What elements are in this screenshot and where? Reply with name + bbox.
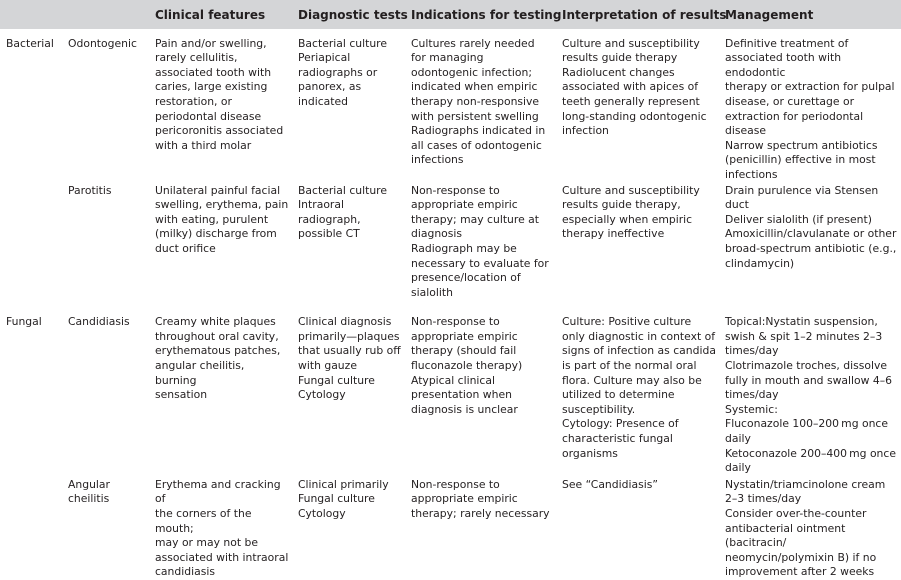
table-row-parotitis — [0, 183, 901, 301]
cell-line: periodontal disease — [155, 109, 262, 123]
cell-line: Fluconazole 100–200 mg once — [725, 417, 889, 431]
header-row — [0, 0, 901, 29]
cell-line: Creamy white plaques — [155, 315, 276, 329]
cell-clinical — [149, 183, 292, 301]
cell-line: Culture and susceptibility — [562, 36, 700, 50]
cell-line: (milky) discharge from — [155, 227, 277, 241]
cell-line: therapy; may culture at — [411, 212, 540, 226]
cell-interpretation — [556, 300, 719, 476]
cell-line: Culture and susceptibility — [562, 183, 700, 197]
cell-line: associated tooth with endodontic — [725, 51, 842, 79]
cell-line: associated tooth with — [155, 65, 272, 79]
cell-indications — [405, 476, 556, 580]
cell-line: erythematous patches, — [155, 344, 281, 358]
cell-line: panorex, as — [298, 80, 362, 94]
cell-line: radiographs or — [298, 65, 378, 79]
cell-management — [719, 300, 901, 476]
group-label-bacterial: Bacterial — [6, 36, 54, 50]
cell-line: duct orifice — [155, 241, 216, 255]
cell-line: Amoxicillin/clavulanate or other — [725, 227, 897, 241]
cell-line: associated with apices of — [562, 80, 699, 94]
cell-line: therapy non-responsive — [411, 94, 540, 108]
header-management: Management — [725, 8, 814, 22]
cell-line: therapy ineffective — [562, 227, 665, 241]
cell-line: fully in mouth and swallow 4–6 — [725, 373, 893, 387]
cell-line: that usually rub off — [298, 344, 401, 358]
cell-line: only diagnostic in context of — [562, 329, 716, 343]
cell-line: Non-response to — [411, 315, 500, 329]
cell-line: 2–3 times/day — [725, 492, 802, 506]
cell-line: odontogenic infection; — [411, 65, 532, 79]
cell-tests — [292, 476, 405, 580]
table-row-odontogenic — [0, 29, 901, 183]
cell-line: presentation when — [411, 388, 512, 402]
cell-line: extraction for periodontal — [725, 109, 864, 123]
cell-line: for managing — [411, 51, 484, 65]
cell-line: characteristic fungal — [562, 432, 673, 446]
table-row-angular-cheilitis — [0, 476, 901, 580]
table-row-candidiasis — [0, 300, 901, 476]
cell-management — [719, 29, 901, 183]
cell-line: rarely cellulitis, — [155, 51, 238, 65]
cell-line: Fungal culture — [298, 373, 375, 387]
cell-line: disease, or curettage or — [725, 94, 855, 108]
cell-line: broad-spectrum antibiotic (e.g., — [725, 241, 897, 255]
cell-line: Ketoconazole 200–400 mg once — [725, 446, 896, 460]
cell-interpretation — [556, 183, 719, 301]
cell-line: radiograph, — [298, 212, 361, 226]
cell-line: Drain purulence via Stensen duct — [725, 183, 879, 212]
condition-angular-cheilitis — [62, 476, 149, 580]
cell-line: Consider over-the-counter — [725, 507, 867, 520]
cell-line: (penicillin) effective in most — [725, 153, 876, 167]
cell-line: Intraoral — [298, 198, 344, 212]
cell-line: organisms — [562, 446, 618, 460]
cell-line: Clotrimazole troches, dissolve — [725, 359, 887, 373]
cell-line: Unilateral painful facial — [155, 183, 281, 197]
cell-line: swelling, erythema, pain — [155, 198, 289, 212]
cell-tests — [292, 300, 405, 476]
cell-line: Atypical clinical — [411, 373, 495, 387]
cell-line: with persistent swelling — [411, 109, 539, 123]
cell-line: teeth generally represent — [562, 94, 700, 108]
cell-clinical — [149, 476, 292, 580]
cell-line: may or may not be — [155, 536, 258, 550]
cell-indications — [405, 183, 556, 301]
cell-line: therapy; rarely necessary — [411, 507, 550, 520]
condition-parotitis: Parotitis — [68, 183, 112, 197]
cell-line: appropriate empiric — [411, 492, 518, 506]
cell-line: daily — [725, 432, 751, 446]
header-indications: Indications for testing — [411, 8, 562, 22]
cell-line: pericoronitis associated — [155, 124, 284, 138]
cell-interpretation — [556, 476, 719, 580]
cell-line: Radiograph may be — [411, 241, 517, 255]
cell-line: therapy (should fail — [411, 344, 517, 358]
cell-line: throughout oral cavity, — [155, 329, 279, 343]
cell-line: Systemic: — [725, 402, 778, 416]
cell-line: therapy or extraction for pulpal — [725, 80, 895, 94]
cell-indications — [405, 29, 556, 183]
cell-line: results guide therapy — [562, 51, 678, 65]
cell-line: Non-response to — [411, 183, 500, 197]
cell-line: Radiographs indicated in — [411, 124, 546, 138]
cell-line: clindamycin) — [725, 256, 795, 270]
cell-line: times/day — [725, 344, 779, 358]
cell-line: diagnosis — [411, 227, 463, 241]
cell-line: utilized to determine — [562, 388, 675, 402]
cell-line: daily — [725, 461, 751, 475]
header-interpretation: Interpretation of results — [562, 8, 727, 22]
cell-line: cheilitis — [68, 492, 110, 506]
cell-tests — [292, 183, 405, 301]
cell-line: is part of the normal oral — [562, 359, 697, 373]
cell-line: sensation — [155, 388, 208, 402]
cell-line: signs of infection as candida — [562, 344, 716, 358]
cell-line: Cytology — [298, 507, 346, 520]
group-label-empty — [0, 183, 62, 301]
cell-line: susceptibility. — [562, 402, 636, 416]
cell-line: Clinical primarily — [298, 477, 389, 491]
cell-line: candidiasis — [155, 565, 215, 579]
cell-clinical — [149, 300, 292, 476]
cell-line: the corners of the mouth; — [155, 507, 252, 535]
cell-line: especially when empiric — [562, 212, 693, 226]
group-label-fungal: Fungal — [6, 315, 42, 329]
cell-line: Cytology — [298, 388, 346, 402]
cell-line: Angular — [68, 477, 110, 491]
cell-line: diagnosis is unclear — [411, 402, 518, 416]
cell-line: Radiolucent changes — [562, 65, 675, 79]
cell-line: Bacterial culture — [298, 183, 388, 197]
cell-line: fluconazole therapy) — [411, 359, 523, 373]
condition-odontogenic: Odontogenic — [68, 36, 137, 50]
cell-line: Non-response to — [411, 477, 500, 491]
cell-line: Cytology: Presence of — [562, 417, 679, 431]
cell-line: improvement after 2 weeks — [725, 565, 875, 579]
cell-line: Pain and/or swelling, — [155, 36, 267, 50]
cell-line: presence/location of — [411, 271, 521, 285]
cell-interpretation — [556, 29, 719, 183]
group-label-empty — [0, 476, 62, 580]
cell-line: appropriate empiric — [411, 329, 518, 343]
cell-line: Cultures rarely needed — [411, 36, 535, 50]
header-diagnostic-tests: Diagnostic tests — [298, 8, 408, 22]
header-condition — [62, 0, 149, 29]
cell-line: times/day — [725, 388, 779, 402]
cell-line: infection — [562, 124, 609, 138]
cell-line: Definitive treatment of — [725, 36, 849, 50]
header-clinical-features: Clinical features — [155, 8, 266, 22]
cell-line: associated with intraoral — [155, 550, 289, 564]
cell-clinical — [149, 29, 292, 183]
cell-management — [719, 183, 901, 301]
cell-line: Periapical — [298, 51, 351, 65]
header-group — [0, 0, 62, 29]
cell-line: Clinical diagnosis — [298, 315, 392, 329]
cell-line: long-standing odontogenic — [562, 109, 707, 123]
cell-line: neomycin/polymixin B) if no — [725, 550, 877, 564]
cell-line: Bacterial culture — [298, 36, 388, 50]
cell-line: all cases of odontogenic — [411, 138, 542, 152]
cell-line: sialolith — [411, 285, 453, 299]
cell-line: appropriate empiric — [411, 198, 518, 212]
cell-line: results guide therapy, — [562, 198, 681, 212]
cell-line: restoration, or — [155, 94, 232, 108]
cell-line: with a third molar — [155, 138, 252, 152]
cell-line: Deliver sialolith (if present) — [725, 212, 872, 226]
cell-line: disease — [725, 124, 767, 138]
cell-line: Nystatin/triamcinolone cream — [725, 477, 886, 491]
cell-line: Erythema and cracking of — [155, 477, 281, 506]
cell-line: Topical:Nystatin suspension, — [725, 315, 878, 329]
cell-indications — [405, 300, 556, 476]
cell-line: Narrow spectrum antibiotics — [725, 138, 878, 152]
cell-line: angular cheilitis, burning — [155, 359, 245, 387]
cell-line: antibacterial ointment (bacitracin/ — [725, 521, 846, 550]
cell-line: with gauze — [298, 359, 357, 373]
cell-line: infections — [411, 153, 464, 167]
cell-line: flora. Culture may also be — [562, 373, 702, 387]
cell-line: indicated when empiric — [411, 80, 538, 94]
cell-line: See “Candidiasis” — [562, 477, 658, 491]
cell-line: possible CT — [298, 227, 360, 241]
cell-management — [719, 476, 901, 580]
cell-line: infections — [725, 167, 778, 181]
cell-line: caries, large existing — [155, 80, 268, 94]
cell-line: necessary to evaluate for — [411, 256, 549, 270]
cell-line: indicated — [298, 94, 348, 108]
cell-line: with eating, purulent — [155, 212, 269, 226]
cell-line: primarily—plaques — [298, 329, 400, 343]
cell-line: swish & spit 1–2 minutes 2–3 — [725, 329, 883, 343]
cell-line: Fungal culture — [298, 492, 375, 506]
cell-tests — [292, 29, 405, 183]
cell-line: Culture: Positive culture — [562, 315, 692, 329]
condition-candidiasis: Candidiasis — [68, 315, 130, 329]
